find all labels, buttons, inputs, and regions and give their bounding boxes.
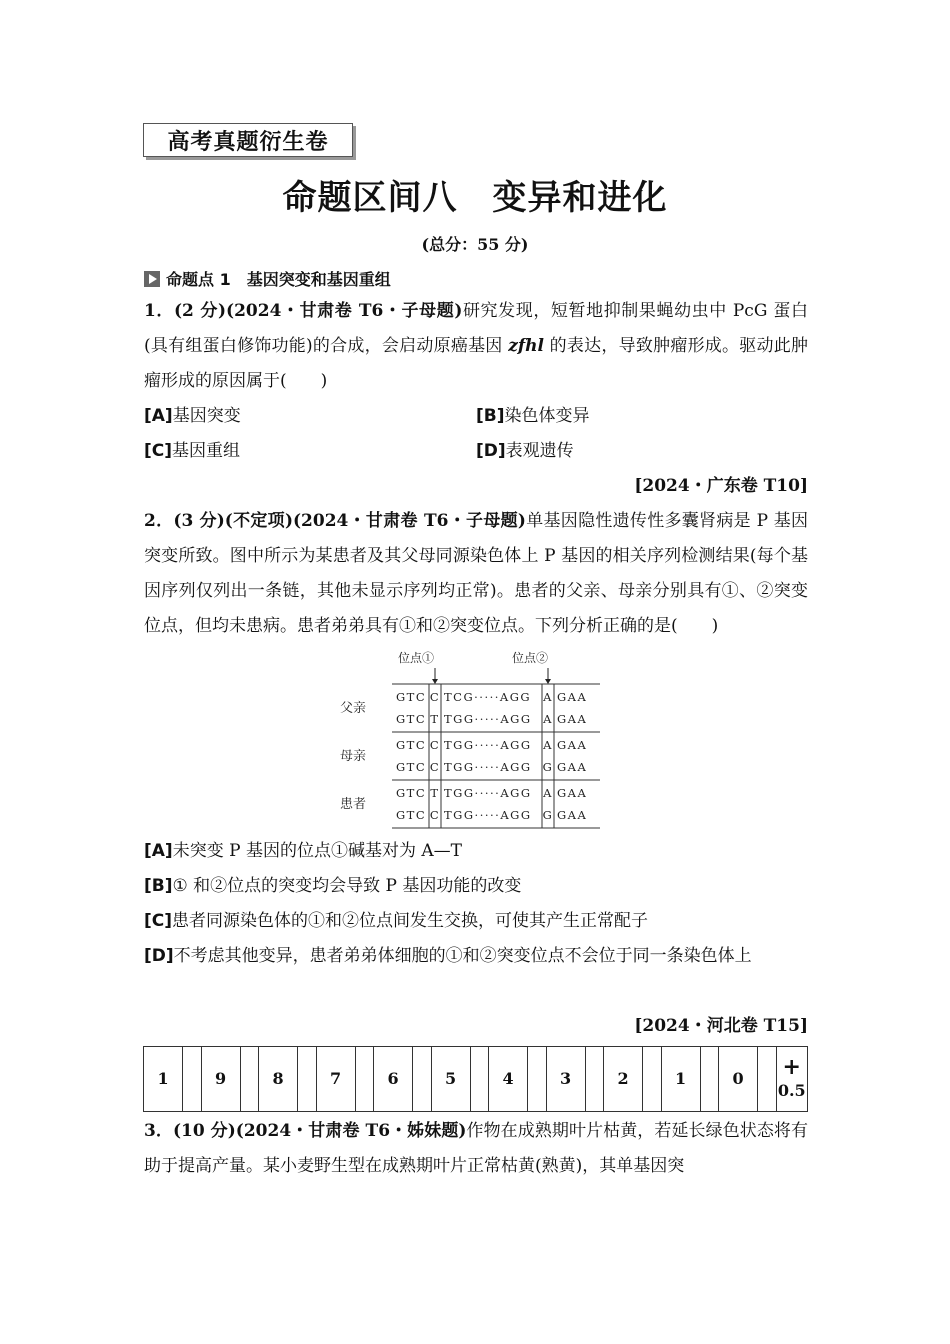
site-2-base: A [543, 786, 553, 800]
option-a[interactable] [144, 834, 808, 869]
score-cell[interactable]: 1 [661, 1047, 700, 1112]
sequence-rows [340, 690, 587, 822]
score-blank[interactable] [585, 1047, 603, 1112]
score-blank[interactable] [355, 1047, 373, 1112]
score-cell[interactable]: 6 [374, 1047, 413, 1112]
score-cell[interactable]: 4 [489, 1047, 528, 1112]
question-1-body-a: 研究发现，短暂地抑制果蝇幼虫中 PcG 蛋白(具有组蛋白修饰功能)的合成，会启动原癌基因 [144, 301, 808, 356]
plus-sign: + [782, 1054, 801, 1080]
question-2-options [144, 834, 808, 1009]
site-2-base: G [542, 808, 554, 822]
option-text: 染色体变异 [504, 406, 590, 426]
site-1-base: C [429, 690, 441, 704]
score-blank[interactable] [413, 1047, 431, 1112]
site-1-base: C [429, 738, 441, 752]
question-2 [144, 504, 808, 644]
score-cell[interactable]: 7 [316, 1047, 355, 1112]
score-blank[interactable] [183, 1047, 201, 1112]
site-1-base: T [430, 712, 440, 726]
site-2-base: G [542, 760, 554, 774]
score-blank[interactable] [700, 1047, 718, 1112]
seq-middle: TGG·····AGG [444, 786, 532, 800]
score-cell-half[interactable] [776, 1047, 808, 1112]
question-2-head: 2．(3 分)(不定项)(2024・甘肃卷 T6・子母题) [144, 511, 526, 531]
option-d[interactable] [476, 434, 808, 469]
site-2-base: A [543, 712, 553, 726]
question-3-body: 作物在成熟期叶片枯黄，若延长绿色状态将有助于提高产量。某小麦野生型在成熟期叶片正常枯黄(熟黄)，其单基因突 [144, 1121, 808, 1176]
site-1-base: C [429, 808, 441, 822]
option-text: 不考虑其他变异，患者弟弟体细胞的①和②突变位点不会位于同一条染色体上 [173, 946, 752, 966]
seq-middle: TGG·····AGG [444, 712, 532, 726]
page-title: 命题区间八 变异和进化 [282, 178, 668, 218]
score-cell[interactable]: 8 [259, 1047, 298, 1112]
option-text: ① 和②位点的突变均会导致 P 基因功能的改变 [172, 876, 522, 896]
group-label: 母亲 [340, 749, 367, 764]
option-text: 基因重组 [172, 441, 241, 461]
group-label: 患者 [340, 797, 367, 812]
seq-right: GAA [557, 786, 588, 800]
seq-right: GAA [557, 712, 588, 726]
question-3-head: 3．(10 分)(2024・甘肃卷 T6・姊妹题) [144, 1121, 467, 1141]
site-2-base: A [543, 738, 553, 752]
option-b[interactable] [144, 869, 808, 904]
option-c[interactable] [144, 904, 808, 939]
gene-name: zfhl [508, 336, 544, 356]
question-3 [144, 1114, 808, 1184]
site-2-label: 位点② [511, 651, 549, 665]
option-label: [B] [144, 876, 173, 896]
option-label: [B] [476, 406, 505, 426]
exam-banner: 高考真题衍生卷 [143, 123, 353, 157]
site-1-label: 位点① [397, 651, 435, 665]
score-cell[interactable]: 5 [431, 1047, 470, 1112]
option-text: 表观遗传 [505, 441, 574, 461]
question-1-source: [2024・广东卷 T10] [634, 476, 808, 496]
seq-right: GAA [557, 808, 588, 822]
option-a[interactable] [144, 399, 476, 434]
option-b[interactable] [476, 399, 808, 434]
site-1-base: T [430, 786, 440, 800]
question-1 [144, 294, 808, 399]
group-label: 父亲 [340, 701, 367, 716]
seq-middle: TGG·····AGG [444, 760, 532, 774]
score-cell[interactable]: 2 [604, 1047, 643, 1112]
sequence-diagram [144, 644, 808, 834]
seq-left: GTC [396, 712, 427, 726]
seq-left: GTC [396, 760, 427, 774]
section-heading [144, 264, 808, 294]
sequence-figure [340, 644, 610, 834]
question-1-options [144, 399, 808, 469]
score-blank[interactable] [470, 1047, 488, 1112]
site-2-arrowhead [545, 679, 551, 684]
score-blank[interactable] [298, 1047, 316, 1112]
content [144, 264, 808, 1184]
score-blank[interactable] [758, 1047, 776, 1112]
option-c[interactable] [144, 434, 476, 469]
site-1-base: C [429, 760, 441, 774]
option-label: [D] [476, 441, 506, 461]
seq-left: GTC [396, 738, 427, 752]
question-2-source: [2024・河北卷 T15] [634, 1016, 808, 1036]
seq-middle: TGG·····AGG [444, 738, 532, 752]
site-1-arrowhead [432, 679, 438, 684]
seq-right: GAA [557, 690, 588, 704]
score-blank[interactable] [240, 1047, 258, 1112]
score-cell[interactable]: 9 [201, 1047, 240, 1112]
option-text: 未突变 P 基因的位点①碱基对为 A—T [172, 841, 462, 861]
question-2-body: 单基因隐性遗传性多囊肾病是 P 基因突变所致。图中所示为某患者及其父母同源染色体上 P 基因的相关序列检测结果(每个基因序列仅列出一条链，其他未显示序列均正常)。患者的父亲、母亲分别具有①、②突变位点，但均未患病。患者弟弟具有①和②突变位点。下列分析正确的是( ) [144, 511, 808, 636]
seq-left: GTC [396, 690, 427, 704]
question-1-head: 1．(2 分)(2024・甘肃卷 T6・子母题) [144, 301, 463, 321]
seq-middle: TCG·····AGG [444, 690, 532, 704]
seq-right: GAA [557, 760, 588, 774]
option-text: 基因突变 [172, 406, 241, 426]
question-1-body-b: 的表达，导致肿瘤形成。驱动此肿瘤形成的原因属于( ) [144, 336, 809, 391]
option-label: [D] [144, 946, 174, 966]
seq-left: GTC [396, 786, 427, 800]
half-point: 0.5 [777, 1081, 806, 1100]
total-score: (总分：55 分) [421, 235, 529, 254]
option-text: 患者同源染色体的①和②位点间发生交换，可使其产生正常配子 [172, 911, 649, 931]
score-table [143, 1046, 808, 1112]
score-blank[interactable] [528, 1047, 546, 1112]
option-label: [A] [144, 406, 173, 426]
option-d[interactable] [144, 939, 808, 1009]
option-label: [C] [144, 911, 173, 931]
section-title: 命题点 1 基因突变和基因重组 [166, 269, 391, 289]
seq-left: GTC [396, 808, 427, 822]
score-cell[interactable]: 0 [719, 1047, 758, 1112]
option-label: [C] [144, 441, 173, 461]
play-triangle-icon [144, 271, 160, 287]
seq-right: GAA [557, 738, 588, 752]
site-2-base: A [543, 690, 553, 704]
score-blank[interactable] [643, 1047, 661, 1112]
seq-middle: TGG·····AGG [444, 808, 532, 822]
score-cell[interactable]: 3 [546, 1047, 585, 1112]
option-label: [A] [144, 841, 173, 861]
score-cell[interactable]: 1 [144, 1047, 183, 1112]
